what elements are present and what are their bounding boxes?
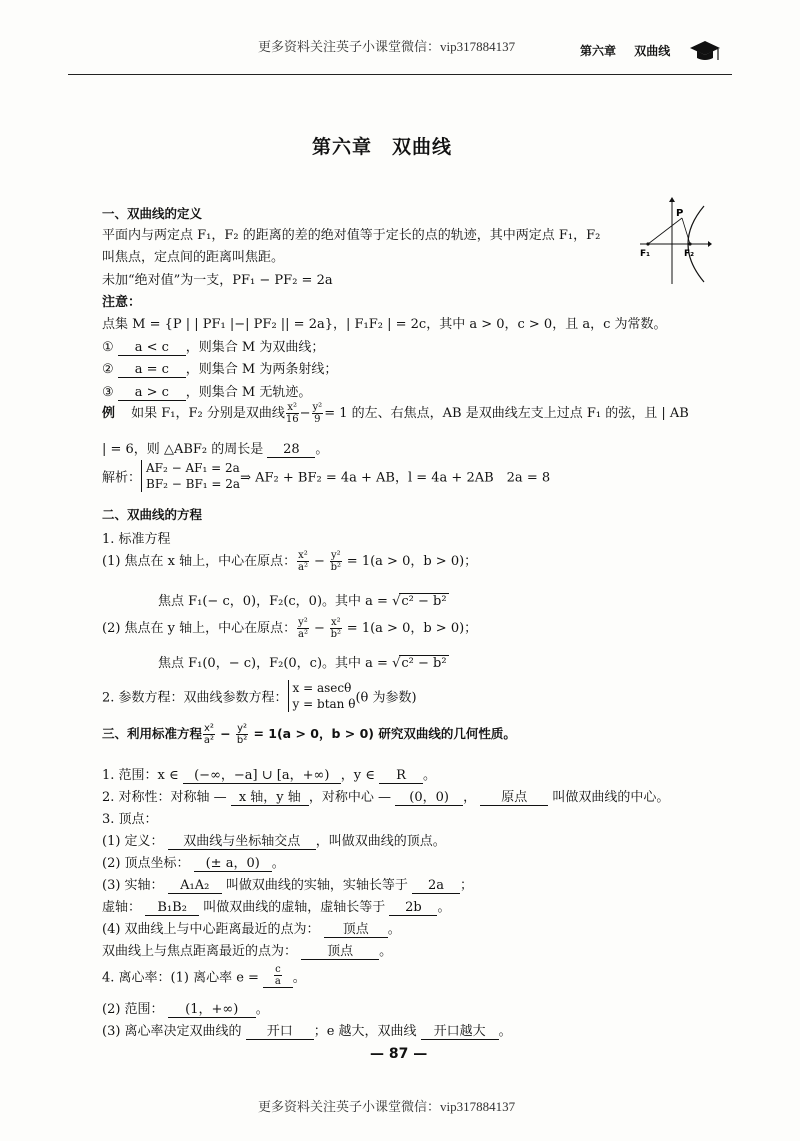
vertex-definition xyxy=(102,830,446,850)
footer-watermark: 更多资料关注英子小课堂微信：vip317884137 xyxy=(258,1099,516,1114)
vertex-coord-pre: (2) 顶点坐标： xyxy=(102,856,190,871)
ecc-end: 。 xyxy=(292,970,306,986)
symmetry-pre: 2. 对称性：对称轴 — xyxy=(102,790,227,805)
range-pre: 1. 范围：x ∈ xyxy=(102,768,179,783)
condition-2-text: ，则集合 M 为两条射线； xyxy=(185,362,338,377)
y-foci-sqrt: c² − b² xyxy=(401,656,447,671)
y-foci-text: 焦点 F₁(0，− c)，F₂(0，c)。其中 a = xyxy=(158,656,393,671)
diagram-label-f1: F₁ xyxy=(640,249,651,259)
example-answer: 28 xyxy=(267,443,315,458)
param-eq-1: x = asecθ xyxy=(292,681,352,695)
s3-frac-1-num: x² xyxy=(204,723,214,734)
real-axis-pre: (3) 实轴： xyxy=(102,878,164,893)
x-frac-2-den: b² xyxy=(330,562,342,573)
condition-3-blank: a > c xyxy=(118,386,186,401)
param-tail: (θ 为参数) xyxy=(355,690,417,706)
header-rule xyxy=(68,74,732,75)
range-mid: ，y ∈ xyxy=(340,768,375,783)
header-chapter-label: 第六章 xyxy=(580,44,617,58)
near-center-blank: 顶点 xyxy=(324,923,388,938)
example-frac-y-den: 9 xyxy=(314,414,321,425)
imag-axis-end: 。 xyxy=(437,900,451,915)
ecc-num: c xyxy=(275,964,281,975)
header-watermark: 更多资料关注英子小课堂微信：vip317884137 xyxy=(258,39,516,54)
example-fraction-x xyxy=(286,402,299,425)
page-title: 第六章 双曲线 xyxy=(312,136,453,158)
s3-heading-post: = 1(a > 0，b > 0) 研究双曲线的几何性质。 xyxy=(253,726,516,741)
ecc-shape-mid: ；e 越大，双曲线 xyxy=(313,1024,417,1039)
graduation-cap-icon xyxy=(688,38,722,62)
symmetry-origin-blank: 原点 xyxy=(480,791,548,806)
y-frac-1-num: y² xyxy=(298,617,308,628)
y-frac-2-num: x² xyxy=(331,617,341,628)
ecc-blank xyxy=(263,964,293,988)
near-center-end: 。 xyxy=(387,922,401,937)
imag-axis-pre: 虚轴： xyxy=(102,900,142,915)
ecc-shape-end: 。 xyxy=(498,1024,512,1039)
y-axis-tail: = 1(a > 0，b > 0)； xyxy=(346,621,478,636)
header-topic: 双曲线 xyxy=(634,44,671,58)
vertex-coordinates xyxy=(102,852,285,872)
example-text-1: 如果 F₁，F₂ 分别是双曲线 xyxy=(131,406,285,421)
real-axis-line xyxy=(102,874,473,894)
x-frac-1-den: a² xyxy=(297,562,308,573)
real-axis-end: ； xyxy=(460,878,474,893)
solution-result: ⇒ AF₂ + BF₂ = 4a + AB，l = 4a + 2AB 2a = 8 xyxy=(240,470,551,486)
ecc-pre: 4. 离心率：(1) 离心率 e = xyxy=(102,970,259,986)
ecc-den: a xyxy=(274,976,281,987)
symmetry-mid: ，对称中心 — xyxy=(308,790,391,805)
example-minus: − xyxy=(299,406,311,421)
y-frac-2-den: b² xyxy=(330,629,342,640)
condition-3-text: ，则集合 M 无轨迹。 xyxy=(185,385,312,400)
near-focus-blank: 顶点 xyxy=(301,945,379,960)
near-focus-end: 。 xyxy=(379,944,393,959)
ecc-fraction xyxy=(274,964,282,987)
param-eq-2: y = btan θ xyxy=(292,697,356,711)
imag-axis-length-blank: 2b xyxy=(389,901,437,916)
eccentricity-shape xyxy=(102,1020,512,1040)
section-1-heading: 一、双曲线的定义 xyxy=(102,206,203,221)
s3-frac-2 xyxy=(236,723,248,746)
condition-3 xyxy=(102,381,311,401)
vertex-def-blank: 双曲线与坐标轴交点 xyxy=(168,835,316,850)
y-frac-1 xyxy=(297,617,309,640)
note-label: 注意： xyxy=(102,295,142,310)
imaginary-axis-line xyxy=(102,896,450,916)
solution-label: 解析： xyxy=(102,470,142,486)
nearest-to-center xyxy=(102,918,401,938)
s3-frac-2-num: y² xyxy=(237,723,248,734)
eccentricity-line xyxy=(102,964,306,988)
condition-1-blank: a < c xyxy=(118,341,186,356)
diagram-label-f2: F₂ xyxy=(684,249,695,259)
real-axis-blank: A₁A₂ xyxy=(168,879,222,894)
imag-axis-mid: 叫做双曲线的虚轴，虚轴长等于 xyxy=(203,900,386,915)
example-label: 例 xyxy=(102,406,116,421)
condition-1 xyxy=(102,336,324,356)
symmetry-center-blank: (0，0) xyxy=(395,791,463,806)
example-frac-x-den: 16 xyxy=(285,414,299,425)
s3-heading-pre: 三、利用标准方程 xyxy=(102,726,203,741)
condition-2-number: ② xyxy=(102,362,114,377)
s3-frac-1-den: a² xyxy=(203,735,215,746)
near-focus-pre: 双曲线上与焦点距离最近的点为： xyxy=(102,944,298,959)
vertex-def-pre: (1) 定义： xyxy=(102,834,164,849)
solution-eq-1: AF₂ − AF₁ = 2a xyxy=(146,461,240,475)
param-system xyxy=(288,680,356,712)
y-axis-foci: 焦点 F₁(0，− c)，F₂(0，c)。其中 a = √c² − b² xyxy=(158,656,447,671)
solution-eq-2: BF₂ − BF₁ = 2a xyxy=(146,477,241,491)
header-chapter xyxy=(580,42,670,59)
x-axis-tail: = 1(a > 0，b > 0)； xyxy=(346,554,478,569)
range-y-blank: R xyxy=(379,769,423,784)
hyperbola-diagram xyxy=(632,196,712,286)
range-x-blank: (−∞，−a] ∪ [a，+∞) xyxy=(183,769,341,784)
point-set-line: 点集 M = {P | | PF₁ |−| PF₂ || = 2a}，| F₁F₂ | = 2c，其中 a > 0，c > 0，且 a，c 为常数。 xyxy=(102,317,667,332)
real-axis-length-blank: 2a xyxy=(412,879,460,894)
y-axis-pre: (2) 焦点在 y 轴上，中心在原点： xyxy=(102,621,297,636)
condition-2 xyxy=(102,358,337,378)
example-frac-x-num: x² xyxy=(287,402,298,413)
example-text-3: | = 6，则 △ABF₂ 的周长是 xyxy=(102,442,264,457)
parametric-equation xyxy=(102,680,417,712)
symmetry-comma: ， xyxy=(463,790,477,805)
vertex-label: 3. 顶点： xyxy=(102,812,158,827)
x-frac-2-num: y² xyxy=(330,550,341,561)
y-axis-equation: (2) 焦点在 y 轴上，中心在原点： $\frac{\text{y²}}{\text{a²}}$ − $\frac{\text{x²}}{\text{b²}}$ = 1(a > 0，b > 0)； xyxy=(102,617,478,640)
ecc-range-end: 。 xyxy=(255,1002,269,1017)
section-3-heading: 三、利用标准方程 $\frac{\text{x²}}{\text{a²}}$ − $\frac{\text{y²}}{\text{b²}}$ = 1(a > 0，b > 0) 研究双曲线的几何性质。 xyxy=(102,723,516,746)
vertex-coord-blank: (± a，0) xyxy=(194,857,272,872)
ecc-shape-blank-1: 开口 xyxy=(246,1025,314,1040)
standard-equation-label: 1. 标准方程 xyxy=(102,532,171,547)
x-foci-sqrt: c² − b² xyxy=(401,594,447,609)
x-foci-text: 焦点 F₁(− c，0)，F₂(c，0)。其中 a = xyxy=(158,594,393,609)
symmetry-line xyxy=(102,786,669,806)
x-frac-2 xyxy=(330,550,342,573)
x-frac-1-num: x² xyxy=(298,550,308,561)
x-axis-equation: (1) 焦点在 x 轴上，中心在原点： $\frac{\text{x²}}{\text{a²}}$ − $\frac{\text{y²}}{\text{b²}}$ = 1(a > 0，b > 0)； xyxy=(102,550,478,573)
s3-frac-1 xyxy=(203,723,215,746)
example-end: 。 xyxy=(315,442,329,457)
near-center-pre: (4) 双曲线上与中心距离最近的点为： xyxy=(102,922,320,937)
page-number: — 87 — xyxy=(370,1046,428,1062)
condition-1-text: ，则集合 M 为双曲线； xyxy=(185,340,325,355)
condition-2-blank: a = c xyxy=(118,363,186,378)
s3-frac-2-den: b² xyxy=(236,735,248,746)
example-text-2: = 1 的左、右焦点，AB 是双曲线左支上过点 F₁ 的弦，且 | AB xyxy=(324,406,689,421)
ecc-shape-blank-2: 开口越大 xyxy=(421,1025,499,1040)
diagram-label-p: P xyxy=(676,208,684,219)
symmetry-axes-blank: x 轴，y 轴 xyxy=(231,791,309,806)
symmetry-tail: 叫做双曲线的中心。 xyxy=(552,790,670,805)
y-frac-2 xyxy=(330,617,342,640)
y-frac-1-den: a² xyxy=(298,629,308,640)
definition-line-2: 叫焦点，定点间的距离叫焦距。 xyxy=(102,250,285,265)
ecc-shape-pre: (3) 离心率决定双曲线的 xyxy=(102,1024,242,1039)
condition-3-number: ③ xyxy=(102,385,114,400)
param-pre: 2. 参数方程：双曲线参数方程： xyxy=(102,690,288,706)
solution xyxy=(102,460,550,492)
eccentricity-range xyxy=(102,998,269,1018)
example-fraction-y xyxy=(312,402,324,425)
x-frac-1 xyxy=(297,550,309,573)
imag-axis-blank: B₁B₂ xyxy=(145,901,199,916)
ecc-range-blank: (1，+∞) xyxy=(168,1003,256,1018)
x-axis-foci: 焦点 F₁(− c，0)，F₂(c，0)。其中 a = √c² − b² xyxy=(158,594,447,609)
no-abs-note: 未加“绝对值”为一支，PF₁ − PF₂ = 2a xyxy=(102,273,333,288)
definition-line-1: 平面内与两定点 F₁，F₂ 的距离的差的绝对值等于定长的点的轨迹，其中两定点 F₁，F₂ xyxy=(102,228,601,243)
example-frac-y-num: y² xyxy=(312,402,323,413)
vertex-def-tail: ，叫做双曲线的顶点。 xyxy=(315,834,446,849)
section-2-heading: 二、双曲线的方程 xyxy=(102,507,203,522)
condition-1-number: ① xyxy=(102,340,114,355)
range-end: 。 xyxy=(423,768,437,783)
range-line xyxy=(102,764,436,784)
solution-system xyxy=(141,460,240,492)
x-axis-pre: (1) 焦点在 x 轴上，中心在原点： xyxy=(102,554,297,569)
vertex-coord-end: 。 xyxy=(271,856,285,871)
example-line-2 xyxy=(102,438,328,458)
real-axis-mid: 叫做双曲线的实轴，实轴长等于 xyxy=(225,878,408,893)
nearest-to-focus xyxy=(102,940,392,960)
ecc-range-pre: (2) 范围： xyxy=(102,1002,164,1017)
example-line-1 xyxy=(102,402,689,425)
